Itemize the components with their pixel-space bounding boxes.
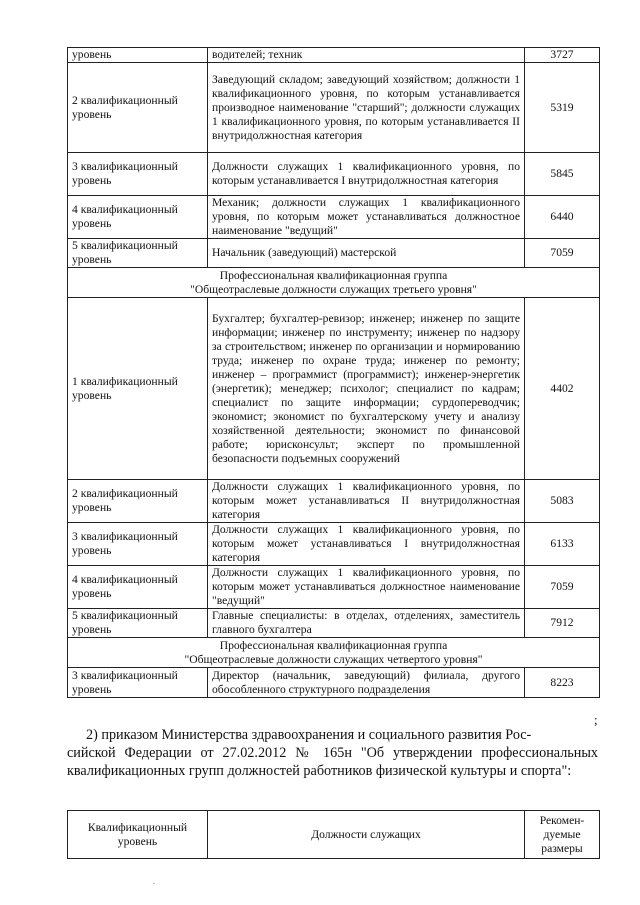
positions-cell: Главные специалисты: в отделах, отделениях, заместитель главного бухгалтера (208, 609, 525, 638)
group-header-row (68, 638, 600, 668)
level-cell: 4 квалификационный уровень (68, 196, 208, 239)
level-cell: 2 квалификационный уровень (68, 480, 208, 523)
table-row (68, 480, 600, 523)
group-header (68, 268, 600, 298)
amount-cell: 6133 (525, 523, 600, 566)
table-header-row (68, 811, 600, 859)
positions-cell: Должности служащих 1 квалификационного уровня, по которым может устанавливаться II внутридолжностная категория (208, 480, 525, 523)
group-header (68, 638, 600, 668)
table-row (68, 48, 600, 63)
group-header-line1: Профессиональная квалификационная группа (219, 638, 448, 652)
sport-table-header (67, 810, 600, 859)
positions-cell: водителей; техник (208, 48, 525, 63)
amount-cell: 5083 (525, 480, 600, 523)
table-row (68, 298, 600, 480)
level-cell: 3 квалификационный уровень (68, 153, 208, 196)
salary-table (67, 47, 600, 698)
paragraph-text: сийской Федерации от 27.02.2012 № 165н "Об утверждении профессиональных квалификационных групп должностей работников физической культуры и спорта": (67, 745, 598, 779)
table-row (68, 153, 600, 196)
positions-cell: Должности служащих 1 квалификационного уровня, по которым устанавливается I внутридолжностная категория (208, 153, 525, 196)
group-header-line1: Профессиональная квалификационная группа (219, 268, 448, 282)
amount-cell: 3727 (525, 48, 600, 63)
positions-cell: Начальник (заведующий) мастерской (208, 239, 525, 268)
level-cell: 3 квалификационный уровень (68, 523, 208, 566)
header-amount: Рекомен-дуемые размеры (525, 811, 600, 859)
level-cell: 2 квалификационный уровень (68, 63, 208, 153)
header-level: Квалификационный уровень (68, 811, 208, 859)
amount-cell: 4402 (525, 298, 600, 480)
level-cell: 5 квалификационный уровень (68, 609, 208, 638)
stray-mark: · (152, 878, 156, 890)
group-header-line2: "Общеотраслевые должности служащих третьего уровня" (190, 282, 477, 296)
table-row (68, 63, 600, 153)
header-positions: Должности служащих (208, 811, 525, 859)
paragraph-first-line: 2) приказом Министерства здравоохранения и социального развития Рос- (86, 727, 532, 743)
amount-cell: 6440 (525, 196, 600, 239)
level-cell: 1 квалификационный уровень (68, 298, 208, 480)
level-cell: 3 квалификационный уровень (68, 668, 208, 698)
amount-cell: 7059 (525, 239, 600, 268)
group-header-line2: "Общеотраслевые должности служащих четвертого уровня" (184, 652, 483, 666)
positions-cell: Должности служащих 1 квалификационного уровня, по которым может устанавливаться должностное наименование "ведущий" (208, 566, 525, 609)
level-cell: 4 квалификационный уровень (68, 566, 208, 609)
positions-cell: Механик; должности служащих 1 квалификационного уровня, по которым может устанавливаться должностное наименование "ведущий" (208, 196, 525, 239)
table-row (68, 609, 600, 638)
positions-cell: Директор (начальник, заведующий) филиала, другого обособленного структурного подразделения (208, 668, 525, 698)
table-row (68, 566, 600, 609)
positions-cell: Должности служащих 1 квалификационного уровня, по которым может устанавливаться I внутридолжностная категория (208, 523, 525, 566)
table-row (68, 196, 600, 239)
amount-cell: 5319 (525, 63, 600, 153)
group-header-row (68, 268, 600, 298)
level-cell: уровень (68, 48, 208, 63)
semicolon: ; (594, 712, 598, 727)
positions-cell: Заведующий складом; заведующий хозяйством; должности 1 квалификационного уровня, по которым устанавливается производное наименование "старший"; должности служащих 1 квалификационного уровня, по которым устанавливается II внутридолжностная категория (208, 63, 525, 153)
amount-cell: 5845 (525, 153, 600, 196)
table-row (68, 239, 600, 268)
level-cell: 5 квалификационный уровень (68, 239, 208, 268)
table-row (68, 523, 600, 566)
amount-cell: 8223 (525, 668, 600, 698)
table-row (68, 668, 600, 698)
amount-cell: 7912 (525, 609, 600, 638)
amount-cell: 7059 (525, 566, 600, 609)
positions-cell: Бухгалтер; бухгалтер-ревизор; инженер; инженер по защите информации; инженер по инструменту; инженер по надзору за строительством; инженер по организации и нормированию труда; инженер по охране труда; инженер по ремонту; инженер – программист (программист); инженер-энергетик (энергетик); менеджер; психолог; специалист по кадрам; специалист по защите информации; сурдопереводчик; экономист; экономист по бухгалтерскому учету и анализу хозяйственной деятельности; экономист по финансовой работе; юрисконсульт; эксперт по промышленной безопасности подъемных сооружений (208, 298, 525, 480)
